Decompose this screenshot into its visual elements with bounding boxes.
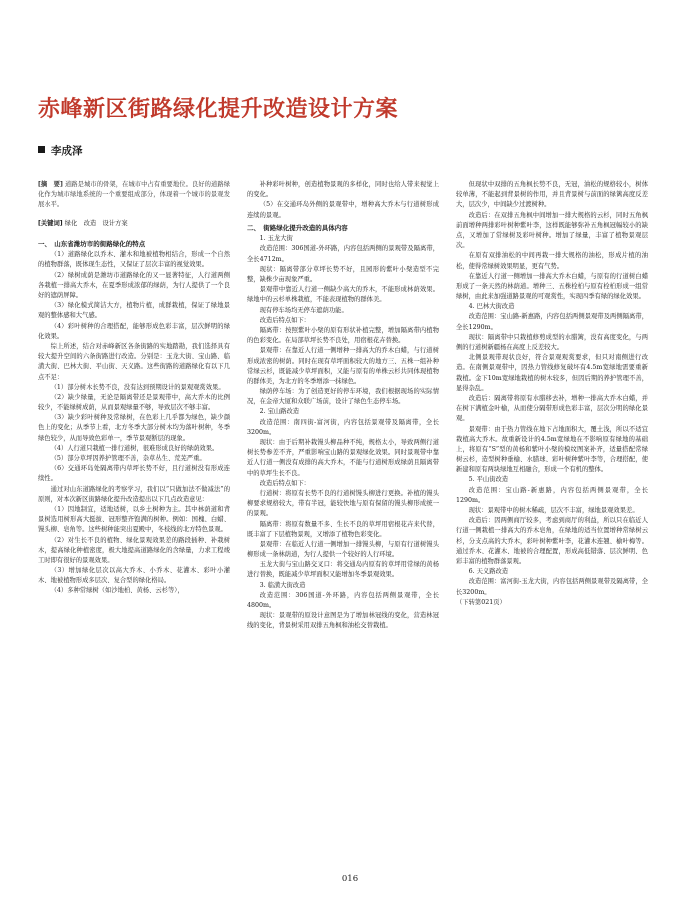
subheading-baoshan: 2. 宝山路改造 xyxy=(259,408,300,416)
abstract xyxy=(38,180,230,211)
paragraph: （4）彩叶树种的合理搭配，能够形成色彩丰富，层次鲜明的绿化效果。 xyxy=(38,322,230,340)
paragraph: 现有停车场均无停车遮荫功能。 xyxy=(259,306,348,314)
paragraph: 改造后：在双排五角枫中间增加一排大规格的云杉，同时五角枫前面增种两排彩叶树种紫叶李，这样既能够弥补五角枫冠幅较小的缺点，又增加了常绿树及彩叶树种。增加了绿量，丰富了植物景观层次。 xyxy=(456,211,648,250)
keywords-text: 绿化 改造 设计方案 xyxy=(64,219,128,227)
paragraph: 景观带中靠近人行道一侧缺少高大的乔木，不能形成林荫效果。绿地中的云杉单株栽植，不能表现植物的群体美。 xyxy=(247,286,439,304)
paragraph: 改造后特点如下： xyxy=(259,479,310,487)
paragraph: （1）部分树木长势不良，没有达到预期设计的景观观赏效果。 xyxy=(50,383,225,391)
paragraph: 景观带：在靠近人行道一侧增种一排高大的乔木白蜡，与行道树形成浓密的树荫。同时在现有草坪面积较大的地方三、五株一组补种常绿云杉，既能减少草坪面积，又能与原有的单株云杉共同体现植物的群体美，为北方的冬季增添一抹绿色。 xyxy=(247,347,439,385)
keywords xyxy=(38,219,230,229)
paragraph: 改造后：因两侧商厅较多，考虑到商厅的利益，所以只在临近人行道一侧栽植一排高大的乔木皂角，在绿地的适当位置增种常绿树云杉，分支点高的大乔木，彩叶树种紫叶李，花灌木连翘、榆叶梅等。通过乔木、花灌木、地被的合理配置，形成高低错落、层次鲜明、色彩丰富的植物群落景观。 xyxy=(456,517,648,565)
paragraph: 改造范围：306国道-外环路，内容包括两侧的景观带及隔离带，全长4712m。 xyxy=(247,245,439,263)
square-bullet-icon xyxy=(38,146,45,153)
paragraph: （5）部分草坪因养护管理不善，杂草丛生、荒芜严重。 xyxy=(50,455,206,463)
paragraph: 北侧景观带现状良好，符合景观观赏要求，但只对南侧进行改造。在南侧景观带中，因热力管线修复破坏有4.5m宽绿地需要重新栽植。金下10m宽绿地栽植的树木较多，但因后期的养护管理不善，显得杂乱。 xyxy=(456,354,648,392)
paragraph: 景观带：由于热力管线在地下占地面积大，覆土浅，所以不适宜栽植高大乔木。故重新设计的4.5m宽绿地在不影响原有绿地的基础上，将原有“S”型的黄杨和紫叶小檗的模纹图案补齐，适量搭配常绿树云杉，造型树种垂榆、水腊球、彩叶树种紫叶李等，合理搭配，使新建和原有两块绿地互相融合，形成一个有机的整体。 xyxy=(456,425,648,474)
paragraph: 改造范围：宝山路-新惠路，内容包括两侧景观带，全长1290m。 xyxy=(456,486,648,504)
paragraph: （5）在交通环岛外侧的景观带中，增种高大乔木与行道树形成连续的景观。 xyxy=(247,201,439,219)
subheading-linhuang: 3. 临潢大街改造 xyxy=(259,581,306,589)
abstract-tag: [摘 要] xyxy=(38,181,63,188)
paragraph: （2）对生长不良的植物、绿化景观效果差的路段插种、补栽树木，提高绿化种植密度，极大地提高道路绿化的含绿量，力求工程竣工时即有很好的景观效果。 xyxy=(38,536,230,564)
paragraph: 行道树：将原有长势不良的行道树馒头柳进行更换。补植的馒头柳要求规格较大，带有半冠，能较快地与原有保留的馒头柳形成统一的景观。 xyxy=(247,489,439,518)
paragraph: （2）缺少绿量，无论是隔离带还是景观带中，高大乔木的比例较少，不能绿树成荫，从而景观绿量不够，导致层次不够丰富。 xyxy=(38,393,230,412)
paragraph: （4）多种常绿树（如沙地柏、黄杨、云杉等）， xyxy=(50,587,184,595)
paragraph: （3）缺少彩叶树种及常绿树，在色彩上几乎都为绿色，缺少颜色上的变化；从季节上看，北方冬季大部分树木均为落叶树种，冬季绿色较少，从而导致色彩单一，季节景观断层的现象。 xyxy=(38,414,230,442)
paragraph: 补种彩叶树种，创造植物景观的多样化，同时也给人带来视觉上的变化。 xyxy=(247,181,439,199)
subheading-yulong: 1. 玉龙大街 xyxy=(259,235,293,243)
subheading-tianyi: 6. 天义路改造 xyxy=(468,568,509,576)
column-1 xyxy=(38,180,230,875)
paragraph: 通过对山东道路绿化的考察学习，我们以“只做加法不做减法”的原则，对本次新区街路绿化提升改造提出以下几点改造意见： xyxy=(38,485,230,503)
paragraph: 在原有双排油松的中间再栽一排大规格的油松，形成片植的油松，使得常绿树效果明显，更有气势。 xyxy=(456,252,648,270)
paragraph: 绿荫停车场：为了创造更好的停车环境，我们根据现场的实际情况，在金帝大厦和众联广场前，设计了绿色生态停车场。 xyxy=(247,388,439,406)
paragraph: 改造后：隔离带将原有水腊移去补，增种一排高大乔木白蜡，并在树下满植金叶榆，从而使分隔带形成色彩丰富，层次分明的绿化景观。 xyxy=(456,394,648,423)
paragraph: （2）绿树成荫是潍坊市道路绿化的又一显著特征，人行道两侧各栽植一排高大乔木，在夏季形成浓郁的绿荫，为行人提供了一个良好的遮荫屏障。 xyxy=(38,271,230,300)
section-heading-1: 一、 山东省潍坊市的街路绿化的特点 xyxy=(38,239,146,248)
paragraph: （1）道路绿化以乔木、灌木和地被植物相结合，形成一个自然的植物群落，既体现生态性，又保证了层次丰富的视觉效果。 xyxy=(38,251,230,269)
paragraph: （3）绿化模式简洁大方，植物片植，成群栽植，保证了绿地景观的整体感和大气感。 xyxy=(38,302,230,320)
section-heading-2: 二、 街路绿化提升改造的具体内容 xyxy=(247,223,348,232)
paragraph: （3）增加绿化层次以高大乔木、小乔木、花灌木、彩叶小灌木、地被植物形成多层次、复合型的绿化格局。 xyxy=(38,567,230,585)
paragraph: 改造范围：富河街-玉龙大街，内容包括两侧景观带及隔离带，全长3200m。 xyxy=(456,578,648,596)
paragraph: 现状：由于后期补栽馒头柳品种不纯，规格太小，导致两侧行道树长势参差不齐，严重影响宝山路的景观绿化效果。同时景观带中靠近人行道一侧没有成排的高大乔木，不能与行道树形成绿荫且隔离带中的草坪生长不良。 xyxy=(247,439,439,477)
paragraph: 改造范围：306国道-外环路，内容包括两侧景观带，全长4800m。 xyxy=(247,591,439,610)
author-line xyxy=(38,143,83,158)
paragraph: 隔离带：将原有数量不多、生长不良的草坪用宿根花卉来代替，既丰富了下层植物景观，又增添了植物色彩变化。 xyxy=(247,520,439,538)
continued-note: （下转第021页） xyxy=(456,598,506,606)
article-title: 赤峰新区街路绿化提升改造设计方案 xyxy=(38,97,399,122)
subheading-pingshan: 5. 平山街改造 xyxy=(468,476,509,484)
page-number: 016 xyxy=(341,874,359,884)
paragraph: 但现状中双排的五角枫长势不良，无冠，油松的规格较小，树体较单薄，不能起到背景树的作用，并且背景树与前面的绿篱高度反差大，层次少，中间缺少过渡树种。 xyxy=(456,181,648,209)
paragraph: 综上所述，结合对赤峰新区各条街路的实地踏勘，我们选择具有较大提升空间的六条街路进行改造。分别是：玉龙大街、宝山路、临潢大街、巴林大街、平山街、天义路。这些街路的道路绿化有以下几点不足： xyxy=(38,342,230,381)
paragraph: 改造范围：宝山路-新惠路，内容包括两侧景观带及两侧隔离带，全长1290m。 xyxy=(456,313,648,331)
paragraph: 现状：隔离带中只栽植修剪成型的水腊篱，没有高度变化，与两侧的行道树新疆杨在高度上反差较大。 xyxy=(456,333,648,351)
paragraph: 现状：景观带的原设计意图是为了增加林冠线的变化，营造林冠线的变化，背景树采用双排五角枫和油松交替栽植。 xyxy=(247,612,439,630)
paragraph: 现状：景观带中的树木稀疏，层次不丰富，绿地景观效果差。 xyxy=(468,507,639,514)
column-3 xyxy=(456,180,648,875)
column-2 xyxy=(247,180,439,875)
paragraph: 景观带：在临近人行道一侧增加一排馒头柳，与原有行道树馒头柳形成一条林荫道，为行人提供一个较好的人行环境。 xyxy=(247,540,439,559)
paragraph: 改造后特点如下： xyxy=(259,316,310,324)
paragraph: （6）交通环岛处隔离带内草坪长势不好，且行道树没有形成连续性。 xyxy=(38,465,230,483)
paragraph: 改造范围：南四街-富河街，内容包括景观带及隔离带，全长3200m。 xyxy=(247,418,439,436)
subheading-balin: 4. 巴林大街改造 xyxy=(468,303,515,311)
paragraph: 玉龙大街与宝山路交叉口：将交通岛内原有的草坪用常绿的黄杨进行替换，既能减少草坪面积又能增加冬季景观效果。 xyxy=(247,561,439,579)
paragraph: 隔离带：按照紫叶小檗的原有形状补植完整，增加隔离带内植物的色彩变化。在局部草坪长势不良处，用宿根花卉替换。 xyxy=(247,326,439,345)
paragraph: 现状：隔离带部分草坪长势不好，且园形的紫叶小檗造型不完整，缺株少亩现象严重。 xyxy=(247,265,439,284)
author-name: 李成泽 xyxy=(51,145,83,157)
keywords-tag: [关键词] xyxy=(38,219,63,227)
paragraph: 在靠近人行道一侧增加一排高大乔木白蜡，与原有的行道树白蜡形成了一条天然的林荫道。增种三、五株栓柏与原有栓柏形成一组常绿树，由此来加强道路景观的可观赏性，实现四季有绿的绿化效果。 xyxy=(456,272,648,301)
paragraph: （1）因地制宜，适地适树，以乡土树种为主。其中林荫道和背景树选用树形高大挺拔、冠形整齐饱满的树种。例如：国槐、白蜡、馒头柳、皂角等。这些树种能突出夏殿中，冬枝线的北方特色景观。 xyxy=(38,505,230,534)
paragraph: （4）人行道只栽植一排行道树，很难形成良好的绿荫效果。 xyxy=(50,444,219,452)
abstract-text: 道路是城市的骨架，在城市中占有重要地位。良好的道路绿化作为城市绿地系统的一个重要组成部分，体现着一个城市的景观发展水平。 xyxy=(38,181,230,209)
